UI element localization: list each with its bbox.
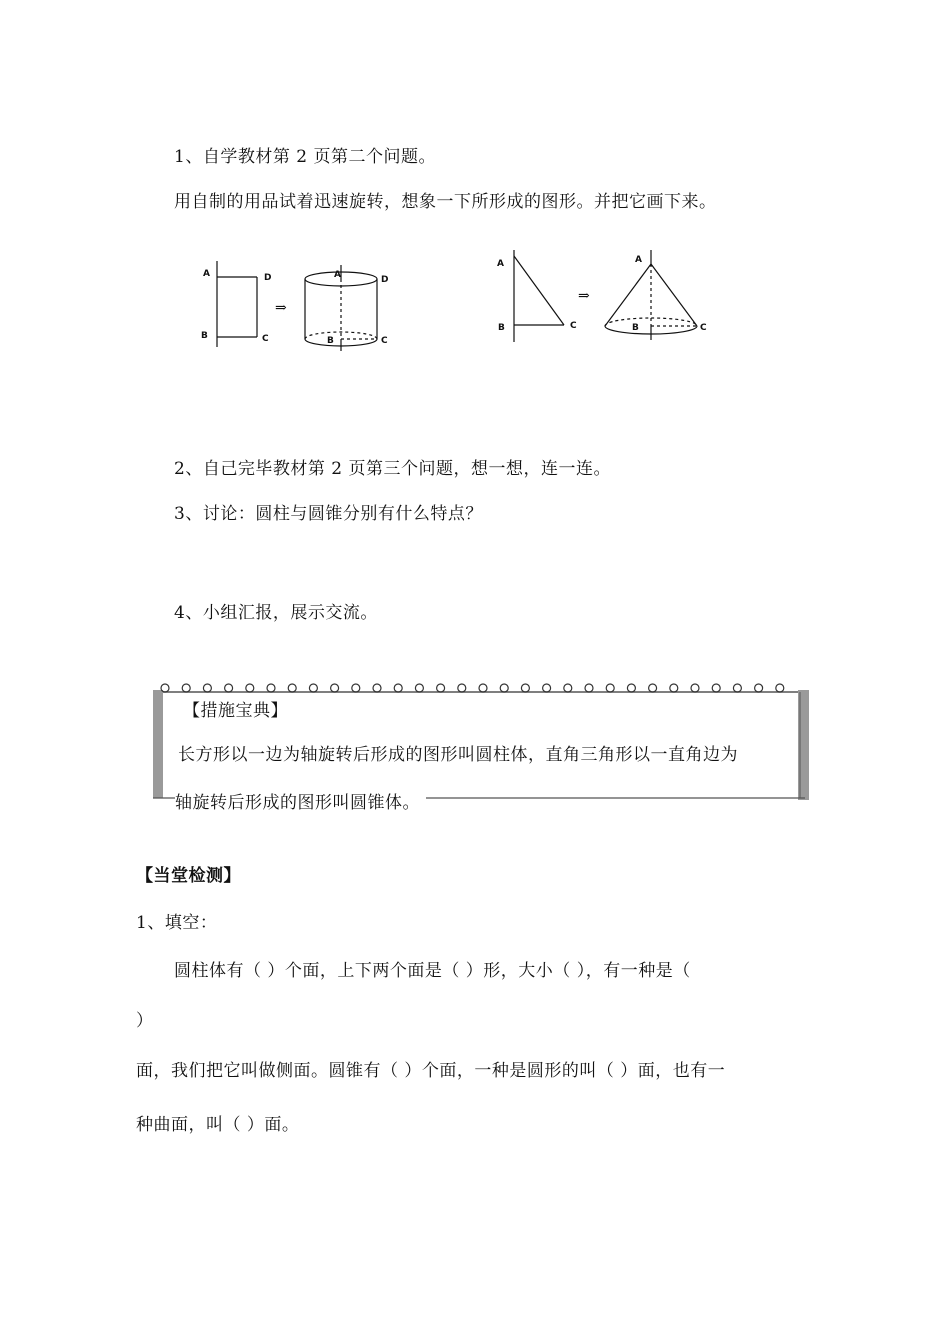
triangle-label-b: B xyxy=(498,323,505,333)
cylinder-shape xyxy=(305,265,377,351)
cone-label-c: C xyxy=(700,323,707,333)
cone-label-a: A xyxy=(635,255,642,265)
fill-line-3: 种曲面，叫（ ）面。 xyxy=(136,1115,300,1135)
fill-line-1: 圆柱体有（ ）个面，上下两个面是（ ）形，大小（ ），有一种是（ xyxy=(174,961,691,981)
tips-title: 【措施宝典】 xyxy=(183,701,288,721)
binder-ring xyxy=(331,684,339,692)
check-heading: 【当堂检测】 xyxy=(136,866,241,886)
step-2: 2、自己完毕教材第 2 页第三个问题，想一想，连一连。 xyxy=(174,459,611,479)
cone-label-b: B xyxy=(632,323,639,333)
binder-ring xyxy=(182,684,190,692)
rect-label-a: A xyxy=(203,269,210,279)
binder-ring xyxy=(203,684,211,692)
triangle-to-cone-figure xyxy=(492,248,722,348)
binder-ring xyxy=(755,684,763,692)
transform-arrow-icon: ⇒ xyxy=(275,300,287,316)
binder-ring xyxy=(458,684,466,692)
binder-ring xyxy=(161,684,169,692)
binder-ring xyxy=(649,684,657,692)
binder-ring xyxy=(627,684,635,692)
binder-ring xyxy=(415,684,423,692)
binder-rings xyxy=(161,684,784,692)
rectangle-to-cylinder-figure xyxy=(195,255,405,355)
binder-ring xyxy=(288,684,296,692)
tips-line-1: 长方形以一边为轴旋转后形成的图形叫圆柱体，直角三角形以一直角边为 xyxy=(178,745,738,765)
binder-ring xyxy=(776,684,784,692)
step-1-instruction: 用自制的用品试着迅速旋转，想象一下所形成的图形。并把它画下来。 xyxy=(174,192,717,212)
triangle-shape xyxy=(514,250,564,342)
binder-ring xyxy=(670,684,678,692)
cone-shape xyxy=(605,250,697,340)
binder-ring xyxy=(394,684,402,692)
binder-ring xyxy=(309,684,317,692)
binder-ring xyxy=(246,684,254,692)
step-1: 1、自学教材第 2 页第二个问题。 xyxy=(174,147,436,167)
transform-arrow-icon: ⇒ xyxy=(578,288,590,304)
rect-label-d: D xyxy=(264,273,272,283)
check-question-1: 1、填空： xyxy=(136,913,218,933)
rectangle-shape xyxy=(217,261,257,347)
cylinder-label-d: D xyxy=(381,275,389,285)
binder-ring xyxy=(267,684,275,692)
binder-ring xyxy=(606,684,614,692)
cylinder-label-a: A xyxy=(334,270,341,280)
binder-ring xyxy=(733,684,741,692)
binder-ring xyxy=(373,684,381,692)
binder-ring xyxy=(585,684,593,692)
binder-ring xyxy=(543,684,551,692)
rect-label-b: B xyxy=(201,331,208,341)
triangle-label-a: A xyxy=(497,259,504,269)
binder-ring xyxy=(500,684,508,692)
binder-ring xyxy=(564,684,572,692)
cylinder-label-b: B xyxy=(327,336,334,346)
fill-line-1-end: ） xyxy=(136,1011,154,1031)
binder-ring xyxy=(479,684,487,692)
binder-ring xyxy=(352,684,360,692)
tips-box xyxy=(153,682,809,813)
fill-line-2: 面，我们把它叫做侧面。圆锥有（ ）个面，一种是圆形的叫（ ）面，也有一 xyxy=(136,1061,726,1081)
rect-label-c: C xyxy=(262,334,269,344)
tips-line-2: 轴旋转后形成的图形叫圆锥体。 xyxy=(175,788,426,813)
binder-ring xyxy=(521,684,529,692)
cylinder-label-c: C xyxy=(381,336,388,346)
step-4: 4、小组汇报，展示交流。 xyxy=(174,603,378,623)
binder-ring xyxy=(691,684,699,692)
binder-ring xyxy=(437,684,445,692)
step-3: 3、讨论：圆柱与圆锥分别有什么特点？ xyxy=(174,504,483,524)
binder-ring xyxy=(712,684,720,692)
binder-ring xyxy=(225,684,233,692)
triangle-label-c: C xyxy=(570,321,577,331)
